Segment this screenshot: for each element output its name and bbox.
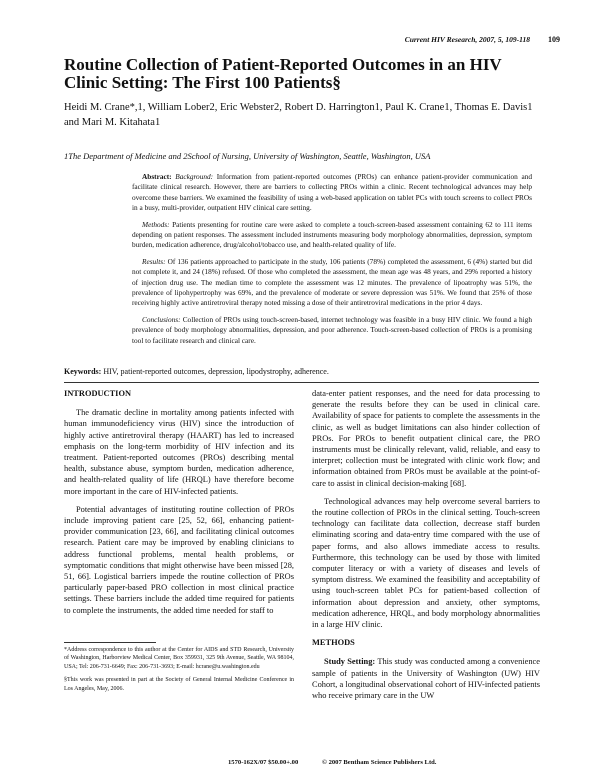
abstract-results [132, 257, 532, 309]
study-setting-paragraph [312, 656, 540, 701]
intro-paragraph-4: Technological advances may help overcome several barriers to the routine collection of PROs in the clinical setting. Touch-screen technology can facilitate data collection, decrease staff burden eliminating scoring and data-entry time compared with the use of paper forms, and also allows immediate access to results. Furthermore, this technology can be used by those with limited computer literacy or with a variety of diseases and levels of symptom distress. We examined the feasibility and acceptability of using touch-screen tablet PCs for patient-based collection of information about depression and anxiety, other symptoms, medication adherence, HRQL, and body morphology abnormalities in a large HIV clinic. [312, 496, 540, 630]
author-list: Heidi M. Crane*,1, William Lober2, Eric Webster2, Robert D. Harrington1, Paul K. Crane1, Thomas E. Davis1 and Mari M. Kitahata1 [64, 102, 533, 128]
study-setting-label: Study Setting: [324, 657, 376, 667]
results-text: Of 136 patients approached to participate in the study, 106 patients (78%) completed the assessment, 6 (4%) started but did not complete it, and 24 (18%) refused. Of those who completed the assessment, the mean age was 48 years, and 29% reported a history of injection drug use. The median time to complete the assessment was 12 minutes. The prevalence of lipoatrophy was 51%, the prevalence of lipohypertrophy was 69%, and the prevalence of moderate or severe depression was 51%. We found that 25% of those receiving highly active antiretroviral therapy noted missing a dose of their antiretroviral medications in the prior 4 days. [132, 256, 532, 308]
journal-header: Current HIV Research, 2007, 5, 109-118 [404, 35, 530, 44]
abstract-label: Abstract: [142, 172, 172, 181]
intro-paragraph-3: data-enter patient responses, and the need for data processing to generate the results before they can be used in clinical care. Availability of space for patients to complete the assessments in the clinic, as well as budget limitations can also hinder collection of PROs. For PROs to benefit outpatient clinical care, the PRO instruments must be clinically relevant, valid, reliable, and easy to interpret; collection must be integrated with clinic work flow; and information obtained from PROs must be available at the point-of-care to assist in clinical decision-making [68]. [312, 389, 540, 488]
page-number: 109 [548, 35, 560, 44]
footnotes [64, 646, 294, 698]
background-label: Background: [175, 172, 214, 181]
paper-title: Routine Collection of Patient-Reported Outcomes in an HIV Clinic Setting: The First 100 Patients§ [64, 55, 502, 92]
background-text: Information from patient-reported outcomes (PROs) can enhance patient-provider communication and facilitate clinical research. However, there are barriers to collecting PROs within a clinic. Recent technological advances may help overcome these barriers. We examined the feasibility of using a web-based application on tablet PCs with touch screens to collect PROs in a busy, multi-provider, outpatient HIV clinical care setting. [132, 172, 533, 213]
affiliation: 1The Department of Medicine and 2School of Nursing, University of Washington, Seattle, Washington, USA [64, 151, 431, 161]
results-label: Results: [142, 256, 166, 266]
intro-paragraph-2: Potential advantages of instituting routine collection of PROs include improving patient care [25, 52, 66], enhancing patient-provider communication [23, 66], and facilitating clinical outcomes research. Patient care may be improved by enabling clinicians to address functional problems, mental health problems, or symptomatic conditions that might otherwise have been missed [28, 51, 66]. Logistical barriers impede the routine collection of PROs particularly paper-based PRO collection in most clinical practice settings. These barriers include the added time required for patients to complete the instruments, the added time needed for staff to [64, 504, 294, 615]
methods-label: Methods: [142, 219, 170, 229]
study-setting-text: This study was conducted among a convenience sample of patients in the University of Washington (UW) HIV Cohort, a longitudinal observational cohort of HIV-infected patients who receive primary care in the UW [312, 657, 540, 701]
issn-footer: 1570-162X/07 $50.00+.00 [228, 759, 299, 766]
correspondence-footnote: *Address correspondence to this author at the Center for AIDS and STD Research, University of Washington, Harborview Medical Center, Box 359931, 325 9th Avenue, Seattle, WA 98104, USA; Tel: 206-731-6649; Fax: 206-731-3693; E-mail: hcrane@u.washington.edu [64, 647, 294, 670]
abstract-conclusions [132, 315, 532, 346]
abstract [132, 172, 532, 352]
left-column [64, 388, 294, 623]
right-column [312, 388, 540, 708]
copyright-footer: © 2007 Bentham Science Publishers Ltd. [322, 759, 437, 766]
conclusions-text: Collection of PROs using touch-screen-based, internet technology was feasible in a busy HIV clinic. We found a high prevalence of body morphology abnormalities, depression, and poor adherence. Touch-screen-based collection of PROs is a promising tool to facilitate research and clinical care. [132, 314, 532, 345]
methods-heading: METHODS [312, 638, 355, 648]
conclusions-label: Conclusions: [142, 314, 181, 324]
keywords-text: HIV, patient-reported outcomes, depression, lipodystrophy, adherence. [103, 367, 329, 376]
keywords-divider [64, 382, 539, 383]
footnote-divider [64, 642, 156, 643]
intro-heading: INTRODUCTION [64, 389, 132, 398]
abstract-background [132, 172, 532, 214]
keywords-label: Keywords: [64, 367, 102, 376]
keywords [64, 367, 544, 376]
methods-text: Patients presenting for routine care were asked to complete a touch-screen-based assessment containing 62 to 111 items depending on patient responses. The assessment included instruments measuring body morphology abnormalities, depression, symptom burden, medication adherence, drug/alcohol/tobacco use, and health-related quality of life. [132, 219, 532, 250]
presentation-footnote: §This work was presented in part at the Society of General Internal Medicine Conference in Los Angeles, May, 2006. [64, 677, 294, 692]
abstract-methods [132, 220, 532, 251]
intro-paragraph-1: The dramatic decline in mortality among patients infected with human immunodeficiency virus (HIV) since the introduction of highly active antiretroviral therapy (HAART) has led to increased emphasis on the long-term morbidity of HIV infection and its treatment. Patient-reported outcomes (PROs) describing mental health, substance abuse, symptom burden, medication adherence, and health-related quality of life (HRQL) have therefore become more important in the care of HIV-infected patients. [64, 408, 294, 496]
